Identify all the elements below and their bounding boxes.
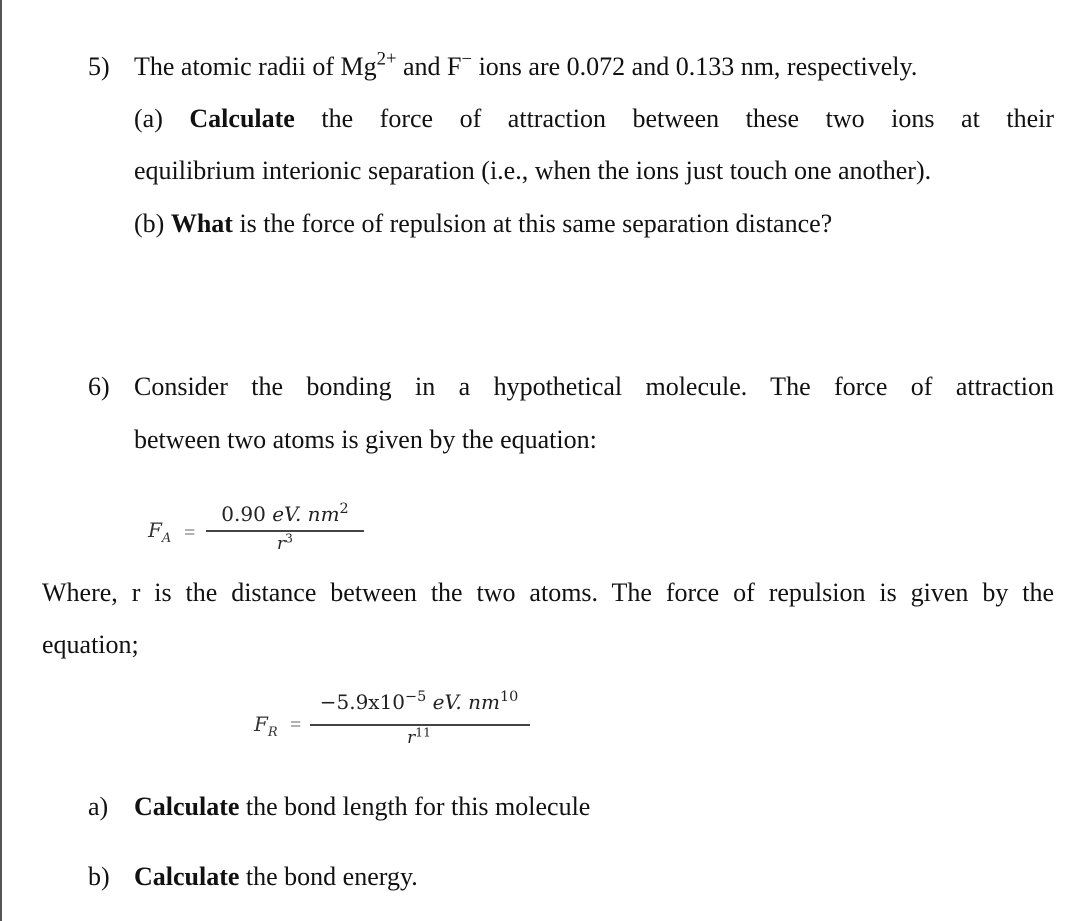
q5-number: 5) xyxy=(88,52,110,81)
q5-part-a-line2: equilibrium interionic separation (i.e., when the ions just touch one another). xyxy=(134,156,932,185)
repulsion-equals: = xyxy=(290,714,302,736)
f-charge: − xyxy=(461,48,473,70)
q5-part-b-keyword: What xyxy=(170,209,233,238)
q5-intro: The atomic radii of $Mg^{2+}$ and F− ions are 0.072 and 0.133 nm, respectively. xyxy=(134,48,918,81)
where-line1: Where, r is the distance between the two atoms. The force of repulsion is given by the xyxy=(42,578,1054,607)
q6-part-a-keyword: Calculate xyxy=(134,792,240,821)
mg-charge: 2+ xyxy=(376,48,397,70)
q6-part-a-label: a) xyxy=(88,792,109,821)
repulsion-numerator: $-5.9x10^{-5}$ eV. $nm^{10}$ xyxy=(319,689,519,714)
q6-number: 6) xyxy=(88,372,110,401)
q6-intro-line2: between two atoms is given by the equation: xyxy=(134,425,597,454)
q6-part-a: Calculate the bond length for this molecule xyxy=(134,792,591,821)
where-line2: equation; xyxy=(42,630,139,659)
attraction-denominator: $r^3$ xyxy=(277,531,293,554)
repulsion-lhs: $F_R$ xyxy=(254,712,278,740)
page-left-border xyxy=(0,0,2,921)
q6-intro-line1: Consider the bonding in a hypothetical molecule. The force of attraction xyxy=(134,372,1054,401)
attraction-lhs: $F_A$ xyxy=(148,518,172,546)
repulsion-denominator: $r^{11}$ xyxy=(407,725,431,748)
attraction-numerator: 0.90 eV. $nm^2$ xyxy=(221,501,349,526)
attraction-equals: = xyxy=(184,522,196,544)
q5-part-b: (b) What is the force of repulsion at this same separation distance? xyxy=(134,209,833,238)
q5-part-a-keyword: Calculate xyxy=(189,104,295,133)
q5-part-a-line1: (a) Calculate the force of attraction between these two ions at their xyxy=(134,104,1054,133)
q6-part-b-keyword: Calculate xyxy=(134,862,240,891)
q6-part-b-label: b) xyxy=(88,862,110,891)
q6-part-b: Calculate the bond energy. xyxy=(134,862,418,891)
